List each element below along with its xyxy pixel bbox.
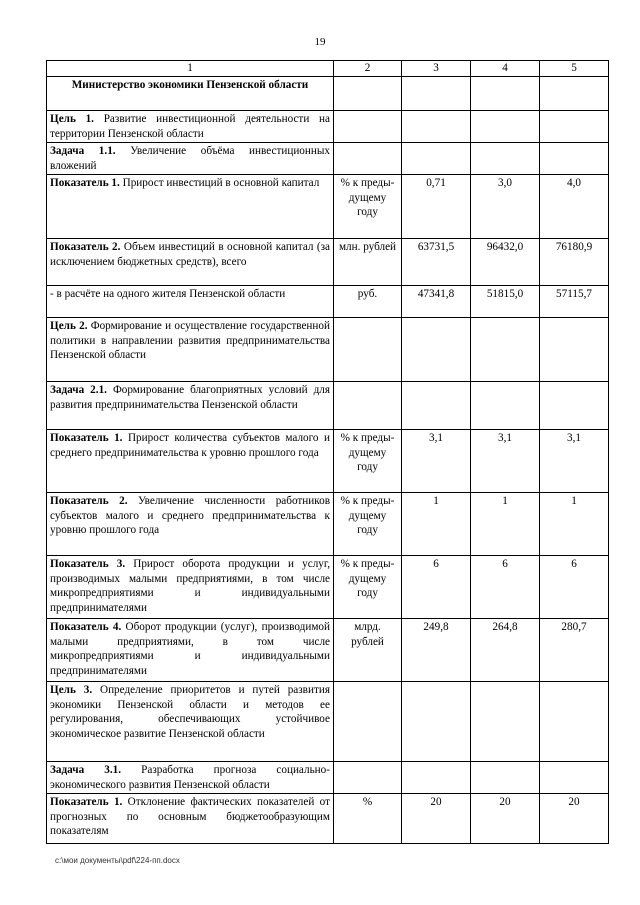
value-cell: 4,0	[540, 175, 609, 239]
value-cell: 96432,0	[471, 239, 540, 286]
value-cell	[471, 318, 540, 382]
unit-cell: руб.	[334, 286, 402, 318]
row-label: Цель 1.	[50, 113, 94, 125]
row-label: Показатель 1.	[50, 796, 123, 808]
table-row	[47, 556, 609, 619]
value-cell	[402, 762, 471, 794]
value-cell	[471, 143, 540, 175]
value-cell	[402, 143, 471, 175]
unit-cell	[334, 762, 402, 794]
header-col-1: 1	[47, 61, 334, 77]
value-cell: 6	[402, 556, 471, 619]
value-cell	[540, 111, 609, 143]
value-cell: 3,1	[402, 430, 471, 493]
value-cell: 20	[540, 794, 609, 844]
row-text: Прирост оборота продукции и услуг, производимых малыми предприятиями, в том числе микропредприятиями и индивидуальными предпринимателями	[50, 558, 330, 614]
value-cell	[402, 682, 471, 762]
table-row	[47, 682, 609, 762]
value-cell	[471, 762, 540, 794]
table-row	[47, 286, 609, 318]
row-text: Прирост количества субъектов малого и среднего предпринимательства к уровню прошлого года	[50, 432, 330, 459]
value-cell: 3,0	[471, 175, 540, 239]
row-label: Задача 3.1.	[50, 764, 122, 776]
unit-cell: % к преды-дущему году	[334, 430, 402, 493]
header-col-3: 3	[402, 61, 471, 77]
row-label: Показатель 1.	[50, 432, 123, 444]
unit-cell: %	[334, 794, 402, 844]
value-cell	[402, 382, 471, 430]
row-description	[47, 143, 334, 175]
page-number: 19	[314, 36, 326, 48]
row-text: Увеличение объёма инвестиционных вложений	[50, 145, 330, 172]
value-cell	[540, 762, 609, 794]
value-cell	[540, 77, 609, 111]
unit-cell	[334, 318, 402, 382]
row-label: Показатель 1.	[50, 177, 120, 189]
table-row	[47, 239, 609, 286]
value-cell	[402, 77, 471, 111]
value-cell	[540, 382, 609, 430]
row-label: Задача 1.1.	[50, 145, 116, 157]
row-text: Увеличение численности работников субъектов малого и среднего предпринимательства к уровню прошлого года	[50, 495, 331, 537]
row-text: Оборот продукции (услуг), производимой малыми предприятиями, в том числе микропредприятиями и индивидуальными предпринимателями	[50, 621, 330, 677]
value-cell	[471, 682, 540, 762]
value-cell: 20	[402, 794, 471, 844]
value-cell	[471, 111, 540, 143]
table-row	[47, 111, 609, 143]
unit-cell	[334, 382, 402, 430]
row-text: Объем инвестиций в основной капитал (за исключением бюджетных средств), всего	[50, 241, 331, 268]
value-cell: 264,8	[471, 619, 540, 682]
value-cell	[471, 382, 540, 430]
header-row	[47, 61, 609, 77]
row-description	[47, 318, 334, 382]
value-cell: 3,1	[540, 430, 609, 493]
value-cell	[540, 682, 609, 762]
row-label: Цель 3.	[50, 684, 93, 696]
row-text: Определение приоритетов и путей развития экономики Пензенской области и методов ее регулирования, обеспечивающих устойчивое экономическое развитие Пензенской области	[50, 684, 330, 740]
row-label: Цель 2.	[50, 320, 88, 332]
value-cell: 1	[402, 493, 471, 556]
row-description	[47, 286, 334, 318]
unit-cell: % к преды-дущему году	[334, 493, 402, 556]
value-cell: 1	[471, 493, 540, 556]
value-cell: 76180,9	[540, 239, 609, 286]
value-cell: 1	[540, 493, 609, 556]
unit-cell: % к преды-дущему году	[334, 556, 402, 619]
table-row	[47, 493, 609, 556]
unit-cell	[334, 682, 402, 762]
row-text: Формирование благоприятных условий для развития предпринимательства Пензенской области	[50, 384, 330, 411]
table-row	[47, 762, 609, 794]
row-description	[47, 111, 334, 143]
value-cell: 0,71	[402, 175, 471, 239]
table-row	[47, 175, 609, 239]
value-cell: 6	[471, 556, 540, 619]
table-row	[47, 382, 609, 430]
row-description	[47, 175, 334, 239]
ministry-heading: Министерство экономики Пензенской области	[47, 77, 334, 111]
row-description	[47, 682, 334, 762]
row-text: - в расчёте на одного жителя Пензенской области	[50, 288, 286, 300]
row-description	[47, 619, 334, 682]
row-description	[47, 556, 334, 619]
table-row	[47, 318, 609, 382]
row-description	[47, 762, 334, 794]
row-label: Показатель 3.	[50, 558, 126, 570]
row-description	[47, 382, 334, 430]
value-cell	[540, 143, 609, 175]
row-text: Разработка прогноза социально-экономического развития Пензенской области	[50, 764, 330, 791]
table-row	[47, 430, 609, 493]
row-description	[47, 493, 334, 556]
table-row	[47, 77, 609, 111]
row-label: Показатель 2.	[50, 495, 128, 507]
table-row	[47, 619, 609, 682]
unit-cell	[334, 111, 402, 143]
table-row	[47, 143, 609, 175]
row-description	[47, 794, 334, 844]
row-description	[47, 430, 334, 493]
value-cell	[471, 77, 540, 111]
unit-cell	[334, 143, 402, 175]
row-label: Задача 2.1.	[50, 384, 107, 396]
header-col-5: 5	[540, 61, 609, 77]
table-row	[47, 794, 609, 844]
unit-cell: млрд. рублей	[334, 619, 402, 682]
header-col-2: 2	[334, 61, 402, 77]
row-text: Прирост инвестиций в основной капитал	[119, 177, 320, 189]
footer-file-path: c:\мои документы\pdf\224-пп.docx	[55, 856, 180, 865]
header-col-4: 4	[471, 61, 540, 77]
value-cell: 57115,7	[540, 286, 609, 318]
row-text: Развитие инвестиционной деятельности на территории Пензенской области	[50, 113, 330, 140]
indicators-table	[46, 60, 609, 844]
row-description	[47, 239, 334, 286]
unit-cell: млн. рублей	[334, 239, 402, 286]
row-text: Отклонение фактических показателей от прогнозных по основным бюджетообразующим показателям	[50, 796, 330, 838]
value-cell: 63731,5	[402, 239, 471, 286]
value-cell: 280,7	[540, 619, 609, 682]
row-text: Формирование и осуществление государственной политики в направлении развития предпринимательства Пензенской области	[50, 320, 330, 362]
value-cell: 20	[471, 794, 540, 844]
row-label: Показатель 2.	[50, 241, 121, 253]
value-cell: 249,8	[402, 619, 471, 682]
value-cell: 47341,8	[402, 286, 471, 318]
value-cell	[402, 318, 471, 382]
value-cell: 51815,0	[471, 286, 540, 318]
row-label: Показатель 4.	[50, 621, 122, 633]
value-cell: 3,1	[471, 430, 540, 493]
value-cell: 6	[540, 556, 609, 619]
value-cell	[402, 111, 471, 143]
unit-cell	[334, 77, 402, 111]
value-cell	[540, 318, 609, 382]
unit-cell: % к преды-дущему году	[334, 175, 402, 239]
